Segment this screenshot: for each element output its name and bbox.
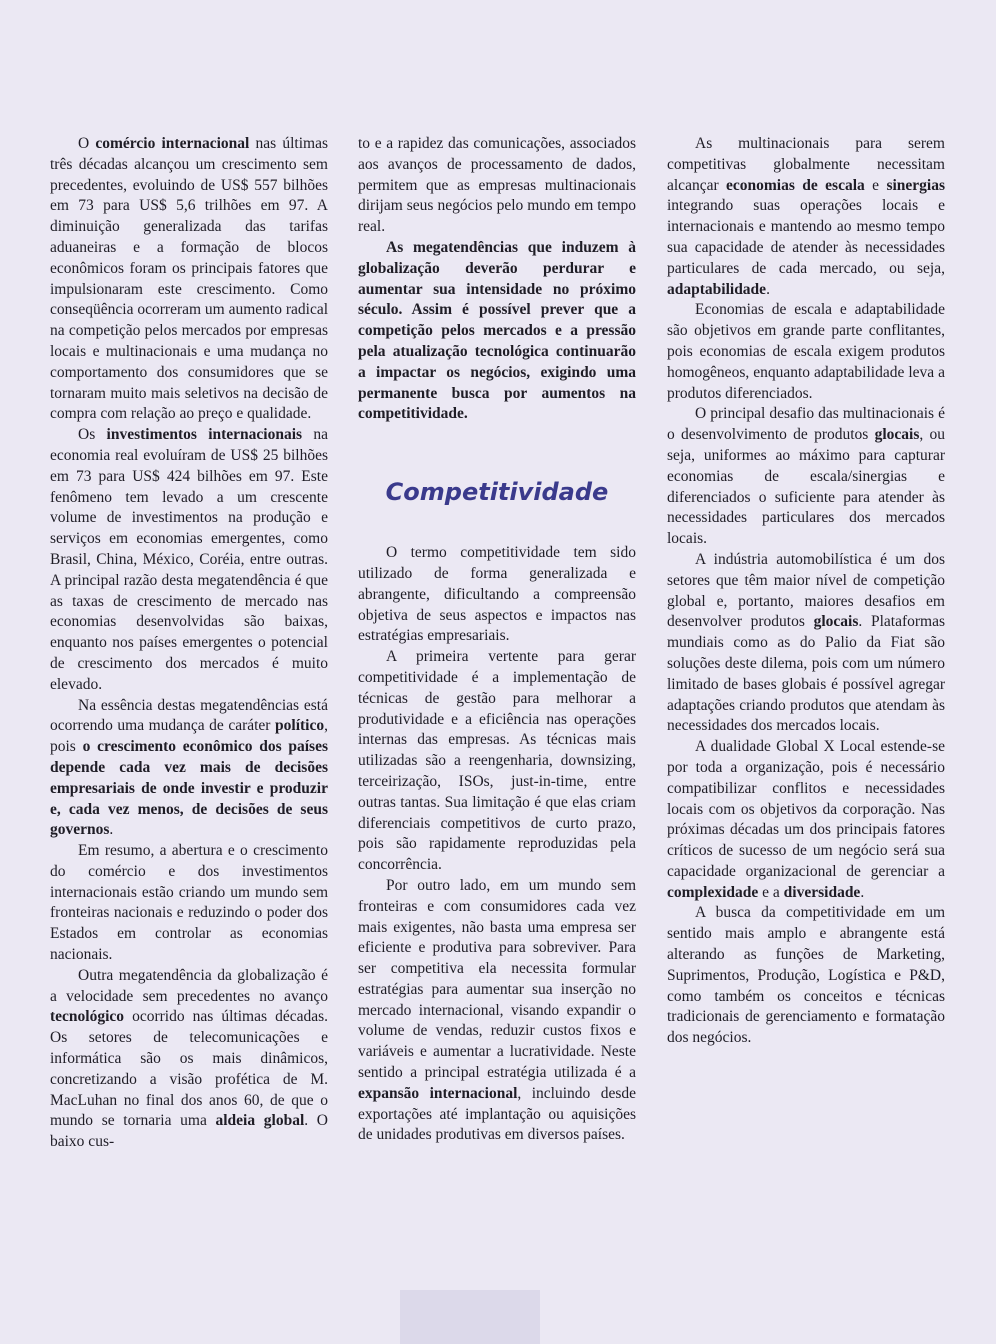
paragraph-principal-desafio (667, 404, 945, 550)
text-run: e (864, 176, 887, 194)
text-run: Por outro lado, em um mundo sem fronteiras e com consumidores cada vez mais exigentes, não basta uma empresa ser eficiente e produtiva para sobreviver. Para ser competitiva ela necessita formular estratégias para aumentar sua inserção no mercado internacional, visando expandir o volume de vendas, reduzir custos fixos e variáveis e aumentar a lucratividade. Neste sentido a principal estratégia utilizada é a (358, 876, 636, 1082)
column-2 (358, 134, 636, 1146)
text-run: , incluindo desde exportações até implantação ou aquisições de unidades produtivas em diversos países. (358, 1084, 637, 1144)
bold-term: comércio internacional (95, 135, 250, 152)
page-fold-shadow (400, 1290, 540, 1344)
paragraph-resumo: Em resumo, a abertura e o crescimento do comércio e dos investimentos internacionais estão criando um mundo sem fronteiras nacionais e reduzindo o poder dos Estados em controlar as economias nacionais. (50, 842, 328, 964)
text-run: e a (758, 883, 784, 901)
section-heading: Competitividade (385, 478, 609, 507)
text-run: nas últimas três décadas alcançou um crescimento sem precedentes, evoluindo de US$ 557 bilhões em 73 para US$ 5,6 trilhões em 97. A diminuição generalizada das tarifas aduaneiras e a formação de blocos econômicos foram os principais fatores que impulsionaram este crescimento. Como conseqüência ocorreram um aumento radical na competição pelos mercados por empresas locais e multinacionais e uma mudança no comportamento dos consumidores que se tornaram muito mais seletivos na decisão de compra com relação ao preço e qualidade. (50, 135, 329, 423)
paragraph-comercio (50, 134, 328, 425)
text-run: O (78, 135, 96, 152)
text-run: na economia real evoluíram de US$ 25 bilhões em 73 para US$ 424 bilhões em 97. Este fenômeno tem levado a um crescente volume de investimentos na produção e serviços em economias emergentes, como Brasil, China, México, Coréia, entre outras. A principal razão desta megatendência é que as taxas de crescimento de mercado nas economias desenvolvidas são baixas, enquanto nos países emergentes o potencial de crescimento dos mercados é muito elevado. (50, 426, 328, 693)
paragraph-dualidade (667, 737, 945, 903)
text-run: . (860, 883, 865, 901)
text-run: O principal desafio das multinacionais é o desenvolvimento de produtos (667, 405, 945, 444)
paragraph-economias-escala: Economias de escala e adaptabilidade são objetivos em grande parte conflitantes, pois economias de escala exigem produtos homogêneos, enquanto adaptabilidade leva a produtos diferenciados. (667, 301, 945, 402)
text-run: , ou seja, uniformes ao máximo para capturar economias de escala/sinergias e diferenciados o suficiente para atender às necessidades particulares dos mercados locais. (667, 426, 945, 548)
paragraph-megatendencias-bold: As megatendências que induzem à globalização deverão perdurar e aumentar sua intensidade no próximo século. Assim é possível prever que a competição pelos mercados e a pressão pela atualização tecnológica continuarão a impactar os negócios, exigindo uma permanente busca por aumentos na competitividade. (358, 238, 636, 423)
paragraph-automobilistica (667, 550, 945, 737)
text-run: . O baixo cus- (50, 1112, 328, 1151)
bold-term: economias de escala (726, 176, 865, 194)
text-run: As multinacionais para serem competitivas globalmente necessitam alcançar (667, 135, 945, 194)
text-run: A indústria automobilística é um dos setores que têm maior nível de competição global e, portanto, maiores desafios em desenvolver produtos (667, 550, 945, 631)
text-run: A dualidade Global X Local estende-se por toda a organização, pois é necessário compatibilizar conflitos e necessidades locais com os objetivos da corporação. Nas próximas décadas um dos principais fatores críticos de sucesso de um negócio será sua capacidade organizacional de gerenciar a (667, 738, 945, 880)
text-run: . Plataformas mundiais como as do Palio da Fiat são soluções deste dilema, pois com um número limitado de bases globais é possível agregar adaptações criando produtos que atendam às necessidades dos mercados locais. (667, 613, 945, 735)
paragraph-primeira-vertente: A primeira vertente para gerar competitividade é a implementação de técnicas de gestão para melhorar a produtividade e a eficiência nas operações internas das empresas. As técnicas mais utilizadas são a reengenharia, downsizing, terceirização, ISOs, just-in-time, entre outras tantas. Sua limitação é que elas criam diferenciais competitivos de curto prazo, pois são rapidamente reproduzidas pela concorrência. (358, 648, 636, 874)
bold-statement: o crescimento econômico dos países depende cada vez mais de decisões empresariais de onde investir e produzir e, cada vez menos, de decisões de seus governos (50, 738, 328, 839)
text-run: . (766, 280, 770, 298)
bold-term: sinergias (886, 176, 945, 194)
column-1 (50, 134, 328, 1153)
paragraph-busca: A busca da competitividade em um sentido mais amplo e abrangente está alterando as funções de Marketing, Suprimentos, Produção, Logística e P&D, como também os conceitos e técnicas tradicionais de gerenciamento e formatação dos negócios. (667, 904, 945, 1047)
bold-term: glocais (813, 613, 859, 631)
bold-term: investimentos internacionais (106, 426, 303, 444)
bold-term: aldeia global (215, 1112, 305, 1130)
bold-term: complexidade (667, 883, 759, 901)
bold-term: tecnológico (50, 1008, 125, 1026)
paragraph-investimentos (50, 425, 328, 695)
paragraph-outro-lado (358, 876, 636, 1146)
text-run: Outra megatendência da globalização é a velocidade sem precedentes no avanço (50, 966, 328, 1005)
text-run: ocorrido nas últimas décadas. Os setores de telecomunicações e informática são os mais dinâmicos, concretizando a visão profética de M. MacLuhan no final dos anos 60, de que o mundo se tornaria uma (50, 1008, 328, 1130)
bold-term: político (275, 717, 325, 735)
bold-term: diversidade (783, 883, 861, 901)
paragraph-continuation: to e a rapidez das comunicações, associados aos avanços de processamento de dados, permitem que as empresas multinacionais dirijam seus negócios pelo mundo em tempo real. (358, 135, 636, 236)
bold-term: adaptabilidade (667, 280, 767, 298)
paragraph-tecnologico (50, 966, 328, 1153)
paragraph-essencia (50, 696, 328, 842)
text-run: . (109, 821, 114, 839)
text-run: Os (78, 426, 107, 444)
paragraph-termo: O termo competitividade tem sido utilizado de forma generalizada e abrangente, dificultando a compreensão objetiva de seus aspectos e impactos nas estratégias empresariais. (358, 544, 636, 645)
bold-term: glocais (874, 426, 920, 444)
text-run: , pois (50, 717, 328, 756)
bold-term: expansão internacional (358, 1084, 518, 1102)
text-run: integrando suas operações locais e internacionais e mantendo ao mesmo tempo sua capacidade de atender às necessidades particulares de cada mercado, ou seja, (667, 197, 945, 277)
column-3 (667, 134, 945, 1049)
text-run: Na essência destas megatendências está ocorrendo uma mudança de caráter (50, 696, 328, 735)
paragraph-multinacionais (667, 134, 945, 300)
